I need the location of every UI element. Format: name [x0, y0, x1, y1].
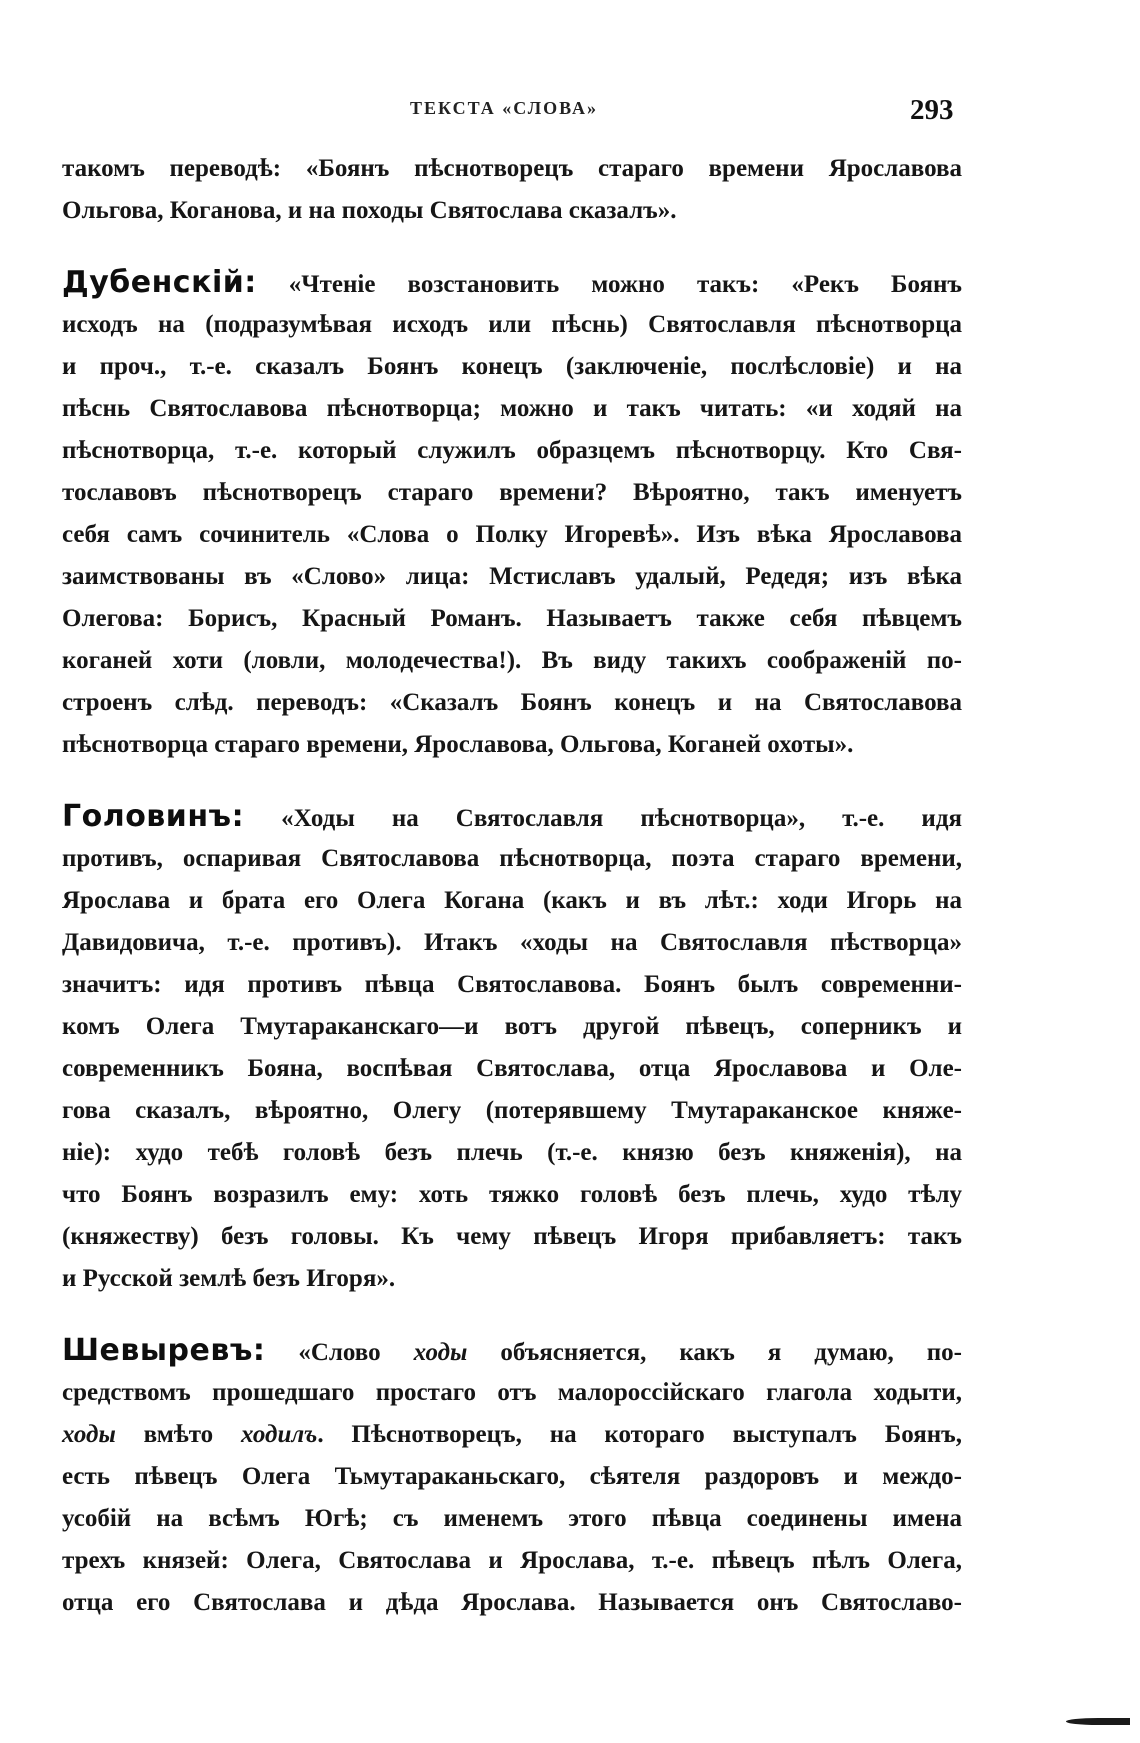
- text-line: усобій на всѣмъ Югѣ; съ именемъ этого пѣвца соединены имена: [62, 1505, 962, 1532]
- text-line: комъ Олега Тмутараканскаго—и вотъ другой пѣвецъ, соперникъ и: [62, 1013, 962, 1040]
- paragraph-gap: [62, 232, 962, 262]
- text-line: Ольгова, Коганова, и на походы Святослава сказалъ».: [62, 197, 677, 224]
- text-run: вмѣто: [115, 1421, 241, 1448]
- paragraph-dubensky: [62, 262, 962, 766]
- text-line: и проч., т.-е. сказалъ Боянъ конецъ (заключеніе, послѣсловіе) и на: [62, 353, 962, 380]
- text-line: (княжеству) безъ головы. Къ чему пѣвецъ Игоря прибавляетъ: такъ: [62, 1223, 962, 1250]
- author-name: Дубенскій:: [62, 265, 257, 300]
- text-line: строенъ слѣд. переводъ: «Сказалъ Боянъ конецъ и на Святославова: [62, 689, 962, 716]
- running-title: ТЕКСТА «СЛОВА»: [410, 98, 599, 118]
- text-line: что Боянъ возразилъ ему: хоть тяжко головѣ безъ плечь, худо тѣлу: [62, 1181, 962, 1208]
- text-line: себя самъ сочинитель «Слова о Полку Игоревѣ». Изъ вѣка Ярославова: [62, 521, 962, 548]
- paragraph-gap: [62, 766, 962, 796]
- text-line: пѣснь Святославова пѣснотворца; можно и такъ читать: «и ходяй на: [62, 395, 962, 422]
- italic-word: ходы: [413, 1339, 468, 1366]
- text-run: . Пѣснотворецъ, на котораго выступалъ Боянъ,: [317, 1421, 962, 1448]
- text-line: и Русской землѣ безъ Игоря».: [62, 1265, 396, 1292]
- text-line: такомъ переводѣ: «Боянъ пѣснотворецъ стараго времени Ярославова: [62, 155, 962, 182]
- author-name: Шевыревъ:: [62, 1333, 266, 1368]
- text-line: Давидовича, т.-е. противъ). Итакъ «ходы на Святославля пѣстворца»: [62, 929, 962, 956]
- page-number: 293: [910, 94, 954, 126]
- text-line: [62, 1414, 962, 1456]
- text-line: Ярослава и брата его Олега Когана (какъ и въ лѣт.: ходи Игорь на: [62, 887, 962, 914]
- text-line: тославовъ пѣснотворецъ стараго времени? Вѣроятно, такъ именуетъ: [62, 479, 962, 506]
- text-line: ніе): худо тебѣ головѣ безъ плечь (т.-е. князю безъ княженія), на: [62, 1139, 962, 1166]
- paragraph-shevyrev: [62, 1330, 962, 1624]
- text-run: «Ходы на Святославля пѣснотворца», т.-е. идя: [244, 805, 962, 832]
- text-line: пѣснотворца, т.-е. который служилъ образцемъ пѣснотворцу. Кто Свя-: [62, 437, 962, 464]
- text-line: [62, 796, 962, 838]
- text-line: есть пѣвецъ Олега Тьмутараканьскаго, сѣятеля раздоровъ и междо-: [62, 1463, 962, 1490]
- paragraph-golovin: [62, 796, 962, 1300]
- text-line: современникъ Бояна, воспѣвая Святослава, отца Ярославова и Оле-: [62, 1055, 962, 1082]
- text-line: пѣснотворца стараго времени, Ярославова, Ольгова, Коганей охоты».: [62, 731, 854, 758]
- italic-word: ходы: [62, 1421, 116, 1448]
- text-line: средствомъ прошедшаго простаго отъ малороссійскаго глагола ходыти,: [62, 1379, 962, 1406]
- text-line: Олегова: Борисъ, Красный Романъ. Называетъ также себя пѣвцемъ: [62, 605, 962, 632]
- italic-word: ходилъ: [241, 1421, 318, 1448]
- text-line: заимствованы въ «Слово» лица: Мстиславъ удалый, Редедя; изъ вѣка: [62, 563, 962, 590]
- paragraph-continuation: [62, 148, 962, 232]
- text-line: [62, 262, 962, 304]
- text-line: исходъ на (подразумѣвая исходъ или пѣснь) Святославля пѣснотворца: [62, 311, 962, 338]
- running-header: [0, 94, 1140, 130]
- text-line: трехъ князей: Олега, Святослава и Ярослава, т.-е. пѣвецъ пѣлъ Олега,: [62, 1547, 962, 1574]
- paragraph-gap: [62, 1300, 962, 1330]
- text-line: противъ, оспаривая Святославова пѣснотворца, поэта стараго времени,: [62, 845, 962, 872]
- text-run: объясняется, какъ я думаю, по-: [467, 1339, 962, 1366]
- text-line: [62, 1330, 962, 1372]
- text-line: отца его Святослава и дѣда Ярослава. Называется онъ Святославо-: [62, 1589, 962, 1616]
- text-line: коганей хоти (ловли, молодечества!). Въ виду такихъ соображеній по-: [62, 647, 962, 674]
- text-run: «Чтеніе возстановить можно такъ: «Рекъ Боянъ: [256, 271, 962, 298]
- text-line: значитъ: идя противъ пѣвца Святославова. Боянъ былъ современни-: [62, 971, 962, 998]
- author-name: Головинъ:: [62, 799, 245, 834]
- page-text: [62, 148, 962, 1624]
- page-edge-mark: [1066, 1718, 1130, 1725]
- text-run: «Слово: [265, 1339, 414, 1366]
- text-line: гова сказалъ, вѣроятно, Олегу (потерявшему Тмутараканское княже-: [62, 1097, 962, 1124]
